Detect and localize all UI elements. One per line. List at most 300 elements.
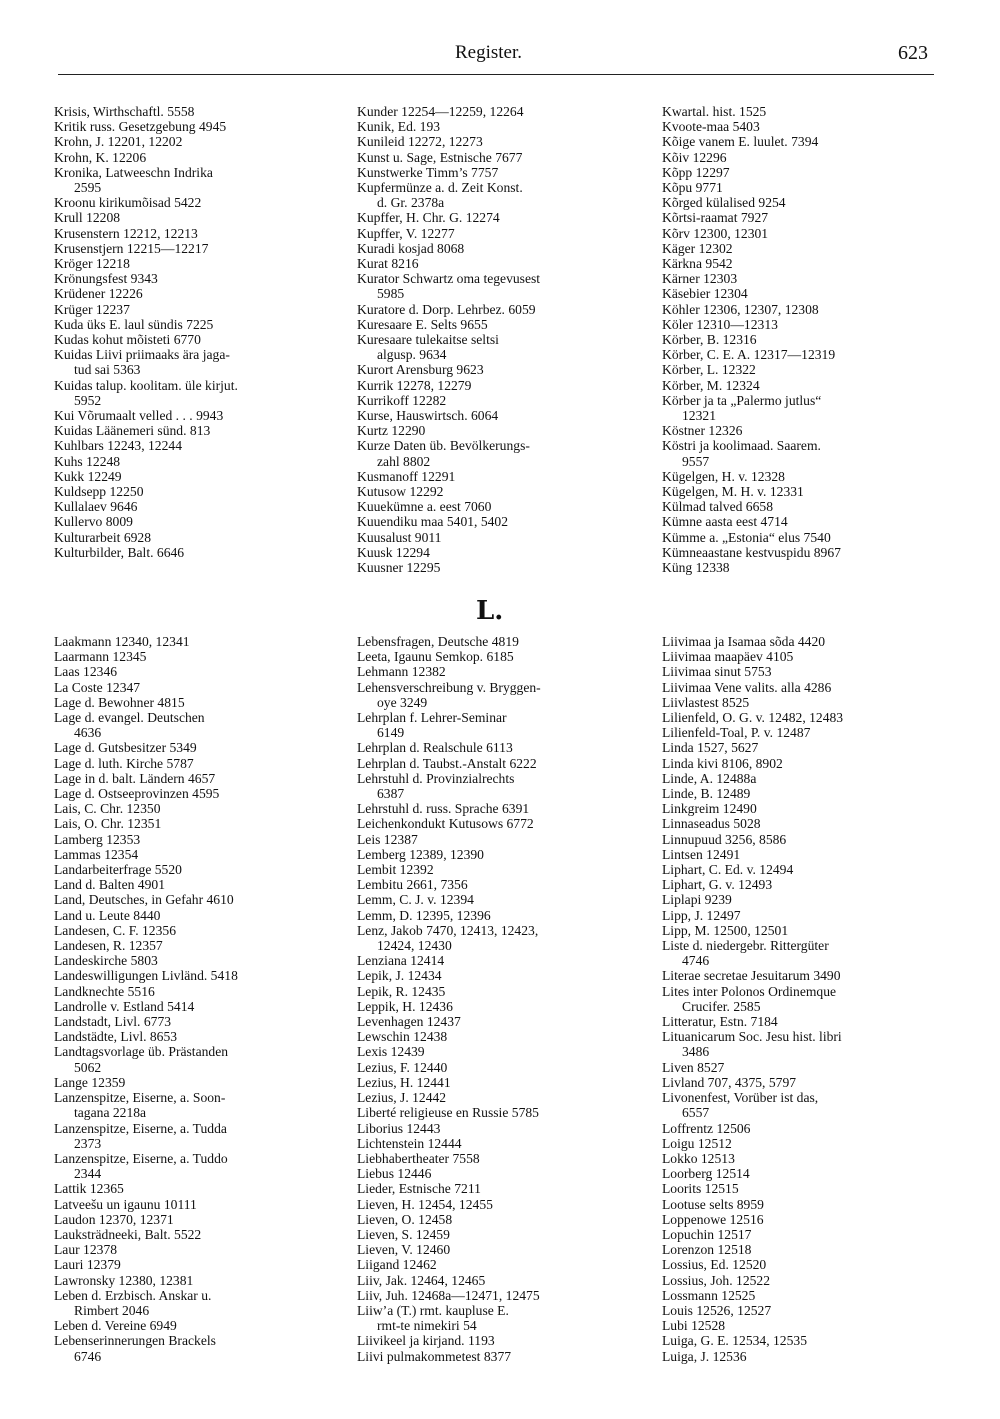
index-entry [54, 984, 354, 999]
index-entry [54, 423, 354, 438]
index-entry [662, 393, 962, 423]
index-entry-text: Kuda üks E. laul sündis 7225 [54, 316, 214, 332]
index-entry [54, 786, 354, 801]
index-entry-text: Kroonu kirikumõisad 5422 [54, 195, 202, 211]
index-entry-text: Kuidas talup. koolitam. üle kirjut. [54, 377, 238, 393]
index-entry [54, 210, 354, 225]
index-entry-text: Kuidas Liivi priimaaks ära jaga- [54, 347, 230, 363]
index-entry [662, 530, 962, 545]
index-entry-text: Lieven, V. 12460 [357, 1242, 451, 1258]
index-entry [54, 104, 354, 119]
index-entry-text: Körber ja ta „Palermo jutlus“ [662, 392, 822, 408]
index-entry-text: Lehrplan f. Lehrer-Seminar [357, 710, 507, 726]
index-entry-text: Kuidas Läänemeri sünd. 813 [54, 423, 211, 439]
index-entry-text: Liebhabertheater 7558 [357, 1150, 480, 1166]
index-entry [357, 545, 657, 560]
index-entry [54, 1029, 354, 1044]
index-entry [662, 119, 962, 134]
index-entry [54, 454, 354, 469]
index-entry [54, 938, 354, 953]
index-entry-text: Kritik russ. Gesetzgebung 4945 [54, 119, 227, 135]
index-entry-text: Kärkna 9542 [662, 256, 733, 272]
index-entry [662, 634, 962, 649]
index-entry-text: Laarmann 12345 [54, 649, 147, 665]
index-entry [662, 664, 962, 679]
index-entry [357, 756, 657, 771]
index-entry [662, 134, 962, 149]
index-entry-text: Körber, M. 12324 [662, 377, 760, 393]
index-entry [357, 953, 657, 968]
index-entry [357, 560, 657, 575]
index-entry [357, 241, 657, 256]
index-entry [662, 317, 962, 332]
index-entry [662, 1333, 962, 1348]
index-entry-text: Landrolle v. Estland 5414 [54, 998, 195, 1014]
index-entry [54, 908, 354, 923]
index-entry-continuation: 3486 [682, 1044, 710, 1060]
index-column [357, 634, 657, 1364]
index-entry-text: Krüger 12237 [54, 301, 130, 317]
index-entry [54, 286, 354, 301]
index-entry-text: Lage d. Gutsbesitzer 5349 [54, 740, 197, 756]
index-entry-text: Liivimaa ja Isamaa sõda 4420 [662, 634, 826, 649]
index-entry [662, 908, 962, 923]
index-entry [54, 1090, 354, 1120]
index-entry [357, 649, 657, 664]
index-entry-text: Lipp, M. 12500, 12501 [662, 922, 789, 938]
index-entry [357, 104, 657, 119]
index-entry-text: Kullervo 8009 [54, 514, 133, 530]
index-entry-text: Lokko 12513 [662, 1150, 735, 1166]
index-entry-text: Lintsen 12491 [662, 846, 741, 862]
index-entry-text: Krisis, Wirthschaftl. 5558 [54, 104, 195, 119]
index-entry [357, 1166, 657, 1181]
index-entry [662, 771, 962, 786]
index-entry-text: Landesen, R. 12357 [54, 938, 163, 954]
index-entry [54, 150, 354, 165]
index-entry [662, 438, 962, 468]
index-entry-text: Litteratur, Estn. 7184 [662, 1014, 778, 1030]
header-rule [58, 74, 934, 75]
index-entry-text: Körber, C. E. A. 12317—12319 [662, 347, 836, 363]
index-entry [662, 801, 962, 816]
index-entry-text: Lubi 12528 [662, 1318, 726, 1334]
index-entry-continuation: oye 3249 [377, 694, 428, 710]
index-entry [357, 226, 657, 241]
index-entry-continuation: 6557 [682, 1105, 710, 1121]
index-entry [662, 984, 962, 1014]
index-entry-continuation: 5985 [377, 286, 405, 302]
index-entry [357, 1044, 657, 1059]
section-letter: L. [476, 596, 504, 626]
index-entry-text: Lites inter Polonos Ordinemque [662, 983, 837, 999]
index-entry-text: Küng 12338 [662, 560, 730, 576]
index-entry [54, 484, 354, 499]
index-entry-text: Kurze Daten üb. Bevölkerungs- [357, 438, 530, 454]
index-entry [357, 1197, 657, 1212]
index-entry [54, 1318, 354, 1333]
index-entry-text: Lenziana 12414 [357, 953, 445, 969]
index-entry-continuation: 6149 [377, 725, 405, 741]
index-entry-text: Lehrplan d. Taubst.-Anstalt 6222 [357, 755, 537, 771]
index-entry [54, 332, 354, 347]
index-entry [662, 1090, 962, 1120]
index-entry [662, 1014, 962, 1029]
index-entry-text: Liivi pulmakommetest 8377 [357, 1348, 512, 1364]
index-entry [662, 210, 962, 225]
index-entry-text: Linnupuud 3256, 8586 [662, 831, 787, 847]
index-entry-text: Kõrtsi-raamat 7927 [662, 210, 769, 226]
index-entry-text: Lattik 12365 [54, 1181, 124, 1197]
index-entry-text: Kwartal. hist. 1525 [662, 104, 767, 119]
index-entry-text: Liivlastest 8525 [662, 694, 750, 710]
index-entry [357, 165, 657, 180]
index-entry [662, 150, 962, 165]
index-entry [662, 1227, 962, 1242]
index-entry-text: Land, Deutsches, in Gefahr 4610 [54, 892, 234, 908]
index-entry [357, 150, 657, 165]
index-entry [662, 256, 962, 271]
index-entry [357, 816, 657, 831]
index-entry [662, 378, 962, 393]
index-entry-text: Liiv, Jak. 12464, 12465 [357, 1272, 486, 1288]
index-entry-text: Kullalaev 9646 [54, 499, 138, 515]
index-entry-continuation: 2595 [74, 180, 102, 196]
index-entry-text: Laas 12346 [54, 664, 118, 680]
index-entry [662, 1151, 962, 1166]
index-entry [357, 1151, 657, 1166]
index-entry-text: Kuuekümne a. eest 7060 [357, 499, 492, 515]
index-entry-text: Lamberg 12353 [54, 831, 141, 847]
index-entry [662, 1318, 962, 1333]
index-entry [54, 664, 354, 679]
index-entry-text: Lepik, J. 12434 [357, 968, 442, 984]
index-entry-text: La Coste 12347 [54, 679, 141, 695]
index-entry [662, 180, 962, 195]
index-entry-text: Lieder, Estnische 7211 [357, 1181, 481, 1197]
index-entry [357, 119, 657, 134]
index-entry-text: Laakmann 12340, 12341 [54, 634, 190, 649]
index-entry-text: Kõrv 12300, 12301 [662, 225, 769, 241]
index-entry [54, 832, 354, 847]
index-entry [662, 560, 962, 575]
index-entry-text: Landeskirche 5803 [54, 953, 158, 969]
index-entry [357, 1014, 657, 1029]
index-entry [662, 938, 962, 968]
index-entry [662, 968, 962, 983]
index-entry-text: Lichtenstein 12444 [357, 1135, 462, 1151]
index-entry-text: Lossmann 12525 [662, 1287, 756, 1303]
index-entry [54, 862, 354, 877]
index-entry-text: Liphart, G. v. 12493 [662, 877, 773, 893]
page-title: Register. [455, 42, 523, 63]
index-entry-text: Linnaseadus 5028 [662, 816, 761, 832]
index-entry [54, 756, 354, 771]
index-entry-text: Liphart, C. Ed. v. 12494 [662, 862, 794, 878]
index-entry-text: Käger 12302 [662, 240, 733, 256]
index-entry-text: Land d. Balten 4901 [54, 877, 165, 893]
index-entry-text: Landesen, C. F. 12356 [54, 922, 176, 938]
index-entry [662, 469, 962, 484]
index-entry [357, 832, 657, 847]
index-entry [54, 119, 354, 134]
index-entry [54, 1151, 354, 1181]
index-entry-text: Lieven, H. 12454, 12455 [357, 1196, 493, 1212]
index-entry-text: Liivimaa Vene valits. alla 4286 [662, 679, 832, 695]
index-entry [357, 1288, 657, 1303]
index-entry [357, 332, 657, 362]
index-entry [662, 649, 962, 664]
index-entry [662, 423, 962, 438]
index-entry [357, 408, 657, 423]
index-entry [54, 347, 354, 377]
index-entry [54, 378, 354, 408]
index-entry [357, 271, 657, 301]
index-entry-text: Loorberg 12514 [662, 1166, 750, 1182]
index-entry-text: Lauksträdneeki, Balt. 5522 [54, 1226, 202, 1242]
index-column [662, 634, 962, 1364]
index-entry [662, 302, 962, 317]
index-entry-text: Kunder 12254—12259, 12264 [357, 104, 524, 119]
index-entry-text: Kröger 12218 [54, 256, 130, 272]
index-entry-text: Louis 12526, 12527 [662, 1302, 772, 1318]
index-entry-text: Liivimaa sinut 5753 [662, 664, 772, 680]
index-entry-continuation: Crucifer. 2585 [682, 998, 761, 1014]
index-entry [357, 908, 657, 923]
index-entry [357, 1273, 657, 1288]
page-number: 623 [898, 42, 928, 64]
index-entry-text: Köstri ja koolimaad. Saarem. [662, 438, 821, 454]
index-entry [54, 801, 354, 816]
index-entry [54, 469, 354, 484]
index-entry-text: Liivimaa maapäev 4105 [662, 649, 794, 665]
index-entry-text: Lituanicarum Soc. Jesu hist. libri [662, 1029, 842, 1045]
index-entry-continuation: 2344 [74, 1166, 102, 1182]
index-entry [662, 786, 962, 801]
index-entry-continuation: 4746 [682, 953, 710, 969]
index-entry-text: Kuuendiku maa 5401, 5402 [357, 514, 509, 530]
index-entry-text: Lootuse selts 8959 [662, 1196, 764, 1212]
index-entry-text: Landknechte 5516 [54, 983, 155, 999]
index-entry [357, 1090, 657, 1105]
index-entry-text: Livland 707, 4375, 5797 [662, 1074, 797, 1090]
index-entry [54, 877, 354, 892]
index-entry [357, 634, 657, 649]
index-entry [357, 1227, 657, 1242]
index-entry [54, 545, 354, 560]
index-entry [54, 892, 354, 907]
index-entry-text: Loppenowe 12516 [662, 1211, 764, 1227]
index-entry-text: Liiw’a (T.) rmt. kaupluse E. [357, 1302, 509, 1318]
index-entry [54, 499, 354, 514]
index-entry-text: Lilienfeld-Toal, P. v. 12487 [662, 725, 811, 741]
index-entry [357, 499, 657, 514]
index-entry-text: Köler 12310—12313 [662, 316, 778, 332]
index-entry [54, 1257, 354, 1272]
index-entry [662, 1060, 962, 1075]
index-entry [357, 923, 657, 953]
index-entry [54, 816, 354, 831]
index-entry [662, 499, 962, 514]
index-entry-text: Lage d. evangel. Deutschen [54, 710, 205, 726]
index-entry [357, 256, 657, 271]
index-entry [357, 378, 657, 393]
index-entry-text: Lezius, J. 12442 [357, 1090, 447, 1106]
index-entry-text: Landstadt, Livl. 6773 [54, 1014, 172, 1030]
index-entry [54, 634, 354, 649]
index-entry-text: Kügelgen, M. H. v. 12331 [662, 484, 804, 500]
index-entry-text: Liste d. niedergebr. Rittergüter [662, 938, 829, 954]
index-entry [54, 1044, 354, 1074]
index-entry-text: Lipp, J. 12497 [662, 907, 741, 923]
index-entry [54, 710, 354, 740]
index-entry-text: Liborius 12443 [357, 1120, 441, 1136]
index-entry-text: Leben d. Erzbisch. Anskar u. [54, 1287, 212, 1303]
index-entry [54, 134, 354, 149]
index-entry [357, 1075, 657, 1090]
index-entry-text: Köstner 12326 [662, 423, 743, 439]
index-entry [54, 1333, 354, 1363]
index-entry-text: Kui Võrumaalt velled . . . 9943 [54, 408, 224, 424]
index-entry-text: Lezius, H. 12441 [357, 1074, 451, 1090]
index-entry-continuation: 6746 [74, 1348, 102, 1364]
index-entry [357, 1349, 657, 1364]
index-entry-text: Lorenzon 12518 [662, 1242, 752, 1258]
index-entry [357, 710, 657, 740]
index-entry [662, 1257, 962, 1272]
index-entry [357, 862, 657, 877]
index-entry [357, 740, 657, 755]
index-entry-text: Kupffer, H. Chr. G. 12274 [357, 210, 500, 226]
index-entry-continuation: 12424, 12430 [377, 938, 452, 954]
index-entry [54, 999, 354, 1014]
index-entry [54, 1273, 354, 1288]
index-entry [662, 347, 962, 362]
index-column [357, 104, 657, 575]
index-entry [357, 484, 657, 499]
index-entry [357, 999, 657, 1014]
index-entry [662, 1121, 962, 1136]
index-entry [54, 1121, 354, 1151]
index-entry-text: Krull 12208 [54, 210, 121, 226]
index-entry [54, 1227, 354, 1242]
index-entry-continuation: 4636 [74, 725, 102, 741]
index-entry [662, 241, 962, 256]
index-entry-text: Körber, B. 12316 [662, 332, 757, 348]
index-entry [357, 302, 657, 317]
index-entry-text: Liven 8527 [662, 1059, 725, 1075]
index-entry-text: Kutusow 12292 [357, 484, 444, 500]
index-entry [662, 695, 962, 710]
index-entry-text: Kuresaare tulekaitse seltsi [357, 332, 499, 348]
index-entry-text: Kuusalust 9011 [357, 529, 442, 545]
index-entry-text: Leben d. Vereine 6949 [54, 1318, 177, 1334]
index-entry-text: Landstädte, Livl. 8653 [54, 1029, 178, 1045]
index-column [662, 104, 962, 575]
index-entry [662, 756, 962, 771]
index-entry [357, 1029, 657, 1044]
index-entry-text: Lexis 12439 [357, 1044, 425, 1060]
index-entry [54, 695, 354, 710]
index-entry [357, 984, 657, 999]
index-entry [357, 1212, 657, 1227]
index-entry [662, 710, 962, 725]
index-entry-text: Landtagsvorlage üb. Prästanden [54, 1044, 229, 1060]
index-entry-text: Kurat 8216 [357, 256, 419, 272]
index-entry [662, 362, 962, 377]
index-entry [357, 680, 657, 710]
index-entry-text: Liigand 12462 [357, 1257, 437, 1273]
index-entry [54, 226, 354, 241]
index-entry [54, 923, 354, 938]
index-entry [662, 165, 962, 180]
index-entry [662, 1288, 962, 1303]
index-entry-text: Lieven, O. 12458 [357, 1211, 453, 1227]
index-entry-text: Livonenfest, Vorüber ist das, [662, 1090, 819, 1106]
index-entry [357, 664, 657, 679]
index-entry [357, 438, 657, 468]
index-entry [662, 862, 962, 877]
index-entry-text: Kuusner 12295 [357, 560, 441, 576]
index-entry [662, 1075, 962, 1090]
page-header [0, 30, 1000, 84]
index-entry-text: Leeta, Igaunu Semkop. 6185 [357, 649, 514, 665]
index-entry-text: Lage in d. balt. Ländern 4657 [54, 770, 216, 786]
index-entry-continuation: 12321 [682, 408, 716, 424]
index-entry [662, 847, 962, 862]
index-entry [662, 892, 962, 907]
index-entry-text: Lange 12359 [54, 1074, 126, 1090]
index-entry [357, 134, 657, 149]
index-entry [662, 1349, 962, 1364]
index-entry [662, 1303, 962, 1318]
index-entry-text: Lezius, F. 12440 [357, 1059, 448, 1075]
index-entry-text: Lossius, Joh. 12522 [662, 1272, 771, 1288]
index-entry-text: Loffrentz 12506 [662, 1120, 751, 1136]
index-entry [662, 514, 962, 529]
index-entry [662, 286, 962, 301]
index-entry [662, 1197, 962, 1212]
index-entry [54, 1212, 354, 1227]
index-entry-continuation: 5952 [74, 392, 102, 408]
index-entry-text: Lammas 12354 [54, 846, 139, 862]
index-entry-text: Körber, L. 12322 [662, 362, 756, 378]
index-entry [54, 317, 354, 332]
index-entry-text: Kurort Arensburg 9623 [357, 362, 484, 378]
index-entry-text: Lemm, C. J. v. 12394 [357, 892, 474, 908]
index-entry-continuation: tud sai 5363 [74, 362, 141, 378]
index-entry-text: Kunileid 12272, 12273 [357, 134, 483, 150]
index-entry [54, 740, 354, 755]
index-entry-text: Lauri 12379 [54, 1257, 121, 1273]
index-entry-text: Kõpu 9771 [662, 180, 723, 196]
index-entry-text: Liberté religieuse en Russie 5785 [357, 1105, 539, 1121]
index-entry-text: Kronika, Latweeschn Indrika [54, 164, 213, 180]
index-entry [357, 847, 657, 862]
index-entry-text: Lage d. luth. Kirche 5787 [54, 755, 194, 771]
index-entry-text: Linde, A. 12488a [662, 770, 757, 786]
index-entry [662, 484, 962, 499]
index-entry [357, 180, 657, 210]
index-entry-text: Leppik, H. 12436 [357, 998, 453, 1014]
index-entry [357, 469, 657, 484]
index-entry-text: Liiv, Juh. 12468a—12471, 12475 [357, 1287, 540, 1303]
index-entry-text: Loorits 12515 [662, 1181, 739, 1197]
index-entry-text: Laudon 12370, 12371 [54, 1211, 174, 1227]
index-entry [54, 514, 354, 529]
index-entry-text: Lewschin 12438 [357, 1029, 448, 1045]
index-entry [54, 438, 354, 453]
